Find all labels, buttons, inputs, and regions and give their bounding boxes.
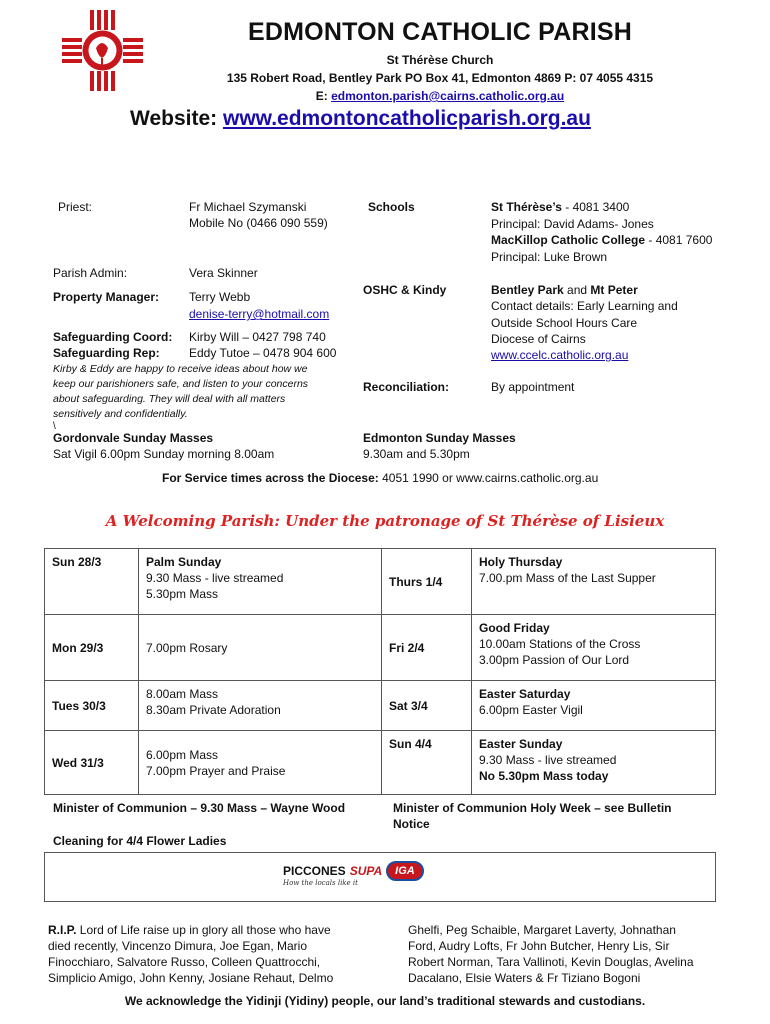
gordonvale-title: Gordonvale Sunday Masses (53, 431, 214, 445)
school1-phone: - 4081 3400 (561, 200, 630, 214)
oshc-mtpeter: Mt Peter (590, 283, 638, 297)
minister-right-line: Notice (393, 817, 430, 831)
schedule-event: 10.00am Stations of the Cross (479, 637, 641, 651)
acknowledgement-footer: We acknowledge the Yidinji (Yidiny) people, our land’s traditional stewards and custodians. (124, 994, 646, 1008)
welcoming-banner: A Welcoming Parish: Under the patronage of St Thérèse of Lisieux (105, 512, 665, 530)
rip-line: died recently, Vincenzo Dimura, Joe Egan, Mario (48, 939, 308, 953)
admin-name: Vera Skinner (189, 266, 258, 280)
holy-week-schedule (44, 548, 716, 795)
safeguard-note (53, 362, 363, 422)
priest-mobile: Mobile No (0466 090 559) (189, 216, 328, 230)
schedule-event: 9.30 Mass - live streamed (479, 753, 617, 767)
schedule-event-title: Good Friday (479, 621, 550, 635)
school1-name: St Thérèse’s (491, 200, 562, 214)
schedule-detail (139, 681, 382, 731)
rip-label: R.I.P. (48, 923, 77, 937)
safeguard-note-line: Kirby & Eddy are happy to receive ideas about how we (53, 363, 308, 375)
diocese-value: 4051 1990 or www.cairns.catholic.org.au (378, 471, 599, 485)
iga-badge-icon: IGA (386, 861, 424, 881)
schedule-detail (139, 549, 382, 615)
minister-right (393, 800, 672, 832)
schedule-detail (139, 731, 382, 795)
schedule-detail (472, 549, 716, 615)
schedule-day: Tues 30/3 (45, 681, 139, 731)
priest-name: Fr Michael Szymanski (189, 200, 307, 214)
schedule-day: Sun 28/3 (45, 549, 139, 615)
school1-line (491, 199, 629, 215)
admin-label: Parish Admin: (53, 266, 128, 280)
schedule-day: Wed 31/3 (45, 731, 139, 795)
oshc-line1 (491, 282, 638, 298)
schedule-event-title: Easter Sunday (479, 737, 563, 751)
table-row (45, 681, 716, 731)
rip-line: Dacalano, Elsie Waters & Fr Tiziano Bogoni (408, 971, 641, 985)
safeguard-note-line: sensitively and confidentially. (53, 408, 188, 420)
school2-principal: Principal: Luke Brown (491, 250, 608, 264)
oshc-line2: Contact details: Early Learning and (491, 299, 678, 313)
diocese-label: For Service times across the Diocese: (162, 471, 379, 485)
schedule-event-title: Palm Sunday (146, 555, 222, 569)
schedule-event: 3.00pm Passion of Our Lord (479, 653, 630, 667)
parish-logo-icon (60, 8, 145, 93)
minister-left: Minister of Communion – 9.30 Mass – Wayne Wood (53, 801, 346, 815)
schedule-event: 6.00pm Mass (146, 747, 219, 762)
rip-line: Simplicio Amigo, John Kenny, Josiane Rehaut, Delmo (48, 971, 334, 985)
school2-phone: - 4081 7600 (645, 233, 713, 247)
schedule-detail (472, 681, 716, 731)
email-prefix: E: (315, 89, 328, 103)
table-row (45, 549, 716, 615)
safeguard-note-line: keep our parishioners safe, and listen to your concerns (53, 378, 309, 390)
rip-text: Lord of Life raise up in glory all those who have (76, 923, 331, 937)
gordonvale-times: Sat Vigil 6.00pm Sunday morning 8.00am (53, 447, 275, 461)
schedule-day: Fri 2/4 (382, 615, 472, 681)
safeguard-rep-label: Safeguarding Rep: (53, 346, 160, 360)
reconciliation-label: Reconciliation: (363, 380, 450, 394)
email-line (150, 89, 730, 103)
schedule-event: 9.30 Mass - live streamed (146, 571, 284, 585)
oshc-label: OSHC & Kindy (363, 283, 447, 297)
schedule-event-title: Holy Thursday (479, 555, 563, 569)
schedule-detail (139, 615, 382, 681)
safeguard-coord: Kirby Will – 0427 798 740 (189, 330, 326, 344)
schedule-day: Sat 3/4 (382, 681, 472, 731)
schedule-day: Thurs 1/4 (382, 549, 472, 615)
sponsor-brand2: SUPA (349, 864, 383, 878)
rip-line: Ford, Audry Lofts, Fr John Butcher, Henry Lis, Sir (408, 939, 670, 953)
schedule-day: Mon 29/3 (45, 615, 139, 681)
property-email-link[interactable]: denise-terry@hotmail.com (189, 307, 330, 321)
sponsor-logo (283, 861, 424, 881)
property-name: Terry Webb (189, 290, 251, 304)
oshc-line3: Outside School Hours Care (491, 316, 638, 330)
website-label: Website: (130, 107, 218, 130)
sponsor-tagline: How the locals like it (283, 879, 358, 887)
schedule-event: 7.00.pm Mass of the Last Supper (479, 571, 656, 585)
website-link[interactable]: www.edmontoncatholicparish.org.au (222, 107, 591, 130)
minister-right-line: Minister of Communion Holy Week – see Bulletin (393, 801, 672, 815)
edmonton-times: 9.30am and 5.30pm (363, 447, 470, 461)
parish-title: EDMONTON CATHOLIC PARISH (248, 18, 632, 46)
schedule-event: No 5.30pm Mass today (479, 769, 609, 783)
schools-label: Schools (368, 200, 415, 214)
rip-left (48, 922, 378, 986)
parish-email-link[interactable]: edmonton.parish@cairns.catholic.org.au (331, 89, 565, 103)
school2-line (491, 232, 712, 248)
edmonton-title: Edmonton Sunday Masses (363, 431, 516, 445)
schedule-event: 7.00pm Prayer and Praise (146, 763, 286, 778)
oshc-and: and (563, 283, 591, 297)
rip-line: Ghelfi, Peg Schaible, Margaret Laverty, Johnathan (408, 923, 676, 937)
schedule-event: 8.30am Private Adoration (146, 703, 281, 717)
sponsor-brand: PICCONES (283, 864, 346, 878)
schedule-event: 5.30pm Mass (146, 587, 219, 601)
schedule-event: 6.00pm Easter Vigil (479, 703, 583, 717)
table-row (45, 731, 716, 795)
website-line (130, 107, 750, 131)
table-row (45, 615, 716, 681)
rip-line: Finocchiaro, Salvatore Russo, Colleen Quattrocchi, (48, 955, 321, 969)
school1-principal: Principal: David Adams- Jones (491, 217, 654, 231)
safeguard-rep: Eddy Tutoe – 0478 904 600 (189, 346, 337, 360)
parish-address: 135 Robert Road, Bentley Park PO Box 41, Edmonton 4869 P: 07 4055 4315 (226, 71, 654, 85)
safeguard-coord-label: Safeguarding Coord: (53, 330, 173, 344)
cleaning-note: Cleaning for 4/4 Flower Ladies (53, 834, 227, 848)
schedule-detail (472, 615, 716, 681)
stray-mark: \ (53, 421, 56, 432)
safeguard-note-line: about safeguarding. They will deal with all matters (53, 393, 286, 405)
priest-label: Priest: (58, 200, 93, 214)
rip-line (48, 922, 378, 938)
schedule-day: Sun 4/4 (382, 731, 472, 795)
schedule-detail (472, 731, 716, 795)
oshc-line4: Diocese of Cairns (491, 332, 586, 346)
rip-right (408, 922, 738, 986)
diocese-line (162, 470, 598, 486)
schedule-event-title: Easter Saturday (479, 687, 571, 701)
church-name: St Thérèse Church (386, 53, 494, 67)
school2-name: MacKillop Catholic College (491, 233, 646, 247)
schedule-event: 7.00pm Rosary (146, 640, 228, 655)
property-label: Property Manager: (53, 290, 160, 304)
rip-line: Robert Norman, Tara Vallinoti, Kevin Douglas, Avelina (408, 955, 694, 969)
ccelc-link[interactable]: www.ccelc.catholic.org.au (491, 348, 629, 362)
oshc-bentley: Bentley Park (491, 283, 564, 297)
sponsor-ad (44, 852, 716, 902)
schedule-event: 8.00am Mass (146, 687, 219, 701)
reconciliation-value: By appointment (491, 380, 575, 394)
